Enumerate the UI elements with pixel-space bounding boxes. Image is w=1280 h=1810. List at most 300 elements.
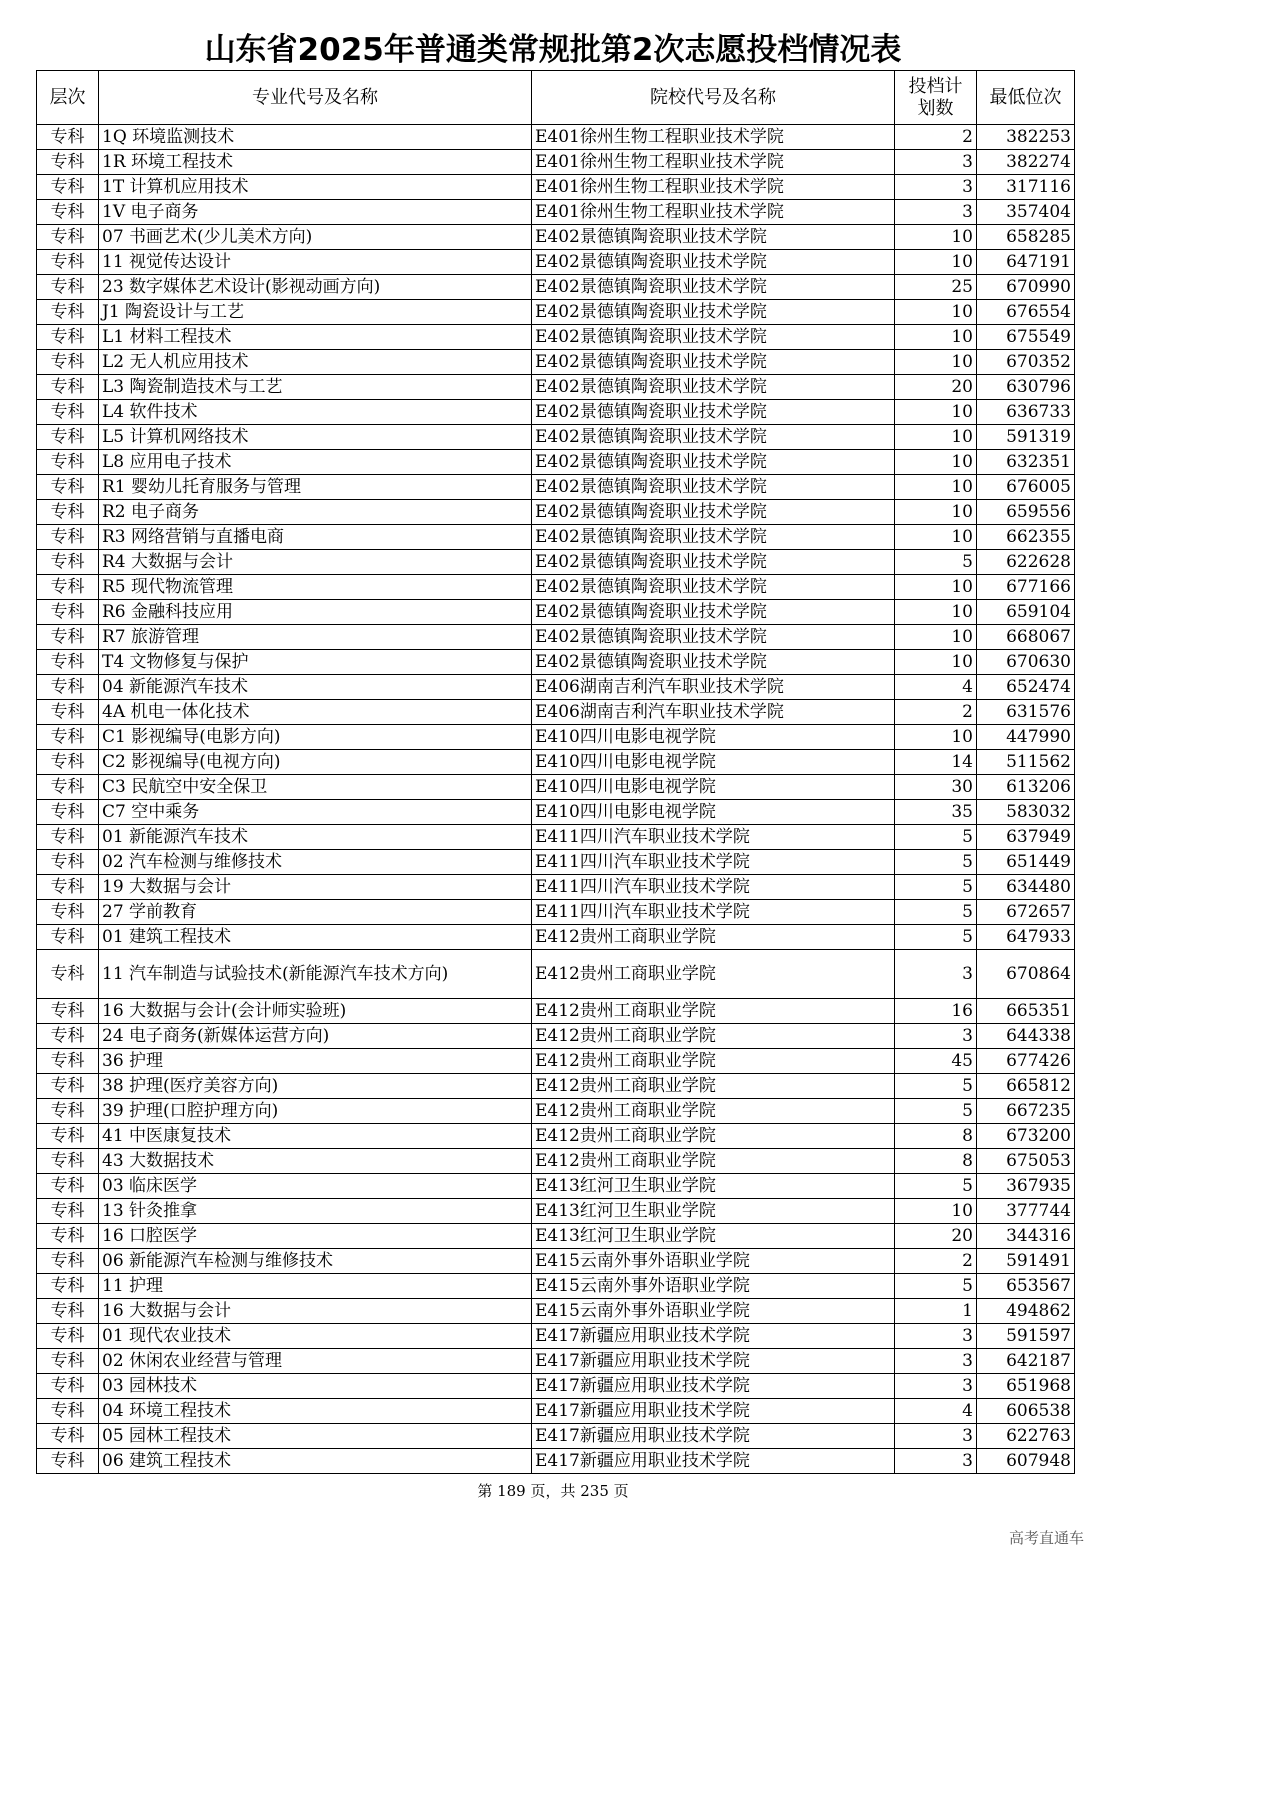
- cell-major: 41 中医康复技术: [99, 1124, 532, 1149]
- cell-level: 专科: [37, 1074, 99, 1099]
- table-row: [37, 1374, 1075, 1399]
- cell-school: E402景德镇陶瓷职业技术学院: [532, 500, 895, 525]
- cell-rank: 668067: [977, 625, 1075, 650]
- cell-major: 1V 电子商务: [99, 200, 532, 225]
- cell-plan: 1: [895, 1299, 977, 1324]
- cell-school: E412贵州工商职业学院: [532, 1074, 895, 1099]
- cell-rank: 344316: [977, 1224, 1075, 1249]
- cell-plan: 5: [895, 1174, 977, 1199]
- cell-rank: 607948: [977, 1449, 1075, 1474]
- cell-rank: 494862: [977, 1299, 1075, 1324]
- table-row: [37, 375, 1075, 400]
- cell-major: R6 金融科技应用: [99, 600, 532, 625]
- cell-school: E410四川电影电视学院: [532, 725, 895, 750]
- cell-major: 03 临床医学: [99, 1174, 532, 1199]
- table-row: [37, 650, 1075, 675]
- cell-plan: 2: [895, 125, 977, 150]
- cell-level: 专科: [37, 375, 99, 400]
- cell-major: R2 电子商务: [99, 500, 532, 525]
- cell-rank: 659104: [977, 600, 1075, 625]
- cell-rank: 382253: [977, 125, 1075, 150]
- cell-rank: 658285: [977, 225, 1075, 250]
- table-row: [37, 825, 1075, 850]
- cell-rank: 591597: [977, 1324, 1075, 1349]
- cell-rank: 630796: [977, 375, 1075, 400]
- cell-level: 专科: [37, 525, 99, 550]
- cell-rank: 675549: [977, 325, 1075, 350]
- table-row: [37, 1249, 1075, 1274]
- cell-rank: 659556: [977, 500, 1075, 525]
- cell-plan: 3: [895, 1024, 977, 1049]
- cell-level: 专科: [37, 550, 99, 575]
- table-row: [37, 800, 1075, 825]
- table-header-row: [37, 71, 1075, 125]
- cell-plan: 10: [895, 400, 977, 425]
- cell-school: E401徐州生物工程职业技术学院: [532, 200, 895, 225]
- table-row: [37, 775, 1075, 800]
- table-row: [37, 550, 1075, 575]
- cell-school: E406湖南吉利汽车职业技术学院: [532, 675, 895, 700]
- cell-rank: 591319: [977, 425, 1075, 450]
- cell-rank: 583032: [977, 800, 1075, 825]
- cell-plan: 25: [895, 275, 977, 300]
- cell-school: E413红河卫生职业学院: [532, 1199, 895, 1224]
- cell-major: C3 民航空中安全保卫: [99, 775, 532, 800]
- cell-level: 专科: [37, 500, 99, 525]
- cell-rank: 670864: [977, 950, 1075, 999]
- cell-school: E417新疆应用职业技术学院: [532, 1374, 895, 1399]
- cell-school: E402景德镇陶瓷职业技术学院: [532, 300, 895, 325]
- cell-major: L4 软件技术: [99, 400, 532, 425]
- cell-school: E413红河卫生职业学院: [532, 1224, 895, 1249]
- cell-rank: 631576: [977, 700, 1075, 725]
- cell-major: 16 大数据与会计: [99, 1299, 532, 1324]
- table-row: [37, 575, 1075, 600]
- cell-rank: 667235: [977, 1099, 1075, 1124]
- cell-level: 专科: [37, 450, 99, 475]
- cell-level: 专科: [37, 1274, 99, 1299]
- cell-plan: 5: [895, 925, 977, 950]
- cell-rank: 647933: [977, 925, 1075, 950]
- cell-major: 03 园林技术: [99, 1374, 532, 1399]
- cell-rank: 317116: [977, 175, 1075, 200]
- cell-rank: 447990: [977, 725, 1075, 750]
- cell-major: R3 网络营销与直播电商: [99, 525, 532, 550]
- table-row: [37, 900, 1075, 925]
- cell-rank: 622628: [977, 550, 1075, 575]
- cell-level: 专科: [37, 1224, 99, 1249]
- cell-plan: 10: [895, 725, 977, 750]
- cell-major: 11 视觉传达设计: [99, 250, 532, 275]
- cell-major: R7 旅游管理: [99, 625, 532, 650]
- cell-level: 专科: [37, 825, 99, 850]
- cell-school: E402景德镇陶瓷职业技术学院: [532, 325, 895, 350]
- cell-level: 专科: [37, 125, 99, 150]
- table-row: [37, 850, 1075, 875]
- cell-school: E402景德镇陶瓷职业技术学院: [532, 625, 895, 650]
- cell-school: E417新疆应用职业技术学院: [532, 1324, 895, 1349]
- cell-rank: 651968: [977, 1374, 1075, 1399]
- table-row: [37, 1124, 1075, 1149]
- page-title: 山东省2025年普通类常规批第2次志愿投档情况表: [204, 32, 902, 68]
- cell-school: E402景德镇陶瓷职业技术学院: [532, 350, 895, 375]
- cell-rank: 673200: [977, 1124, 1075, 1149]
- table-row: [37, 1099, 1075, 1124]
- cell-rank: 672657: [977, 900, 1075, 925]
- cell-rank: 670352: [977, 350, 1075, 375]
- cell-rank: 377744: [977, 1199, 1075, 1224]
- cell-plan: 10: [895, 1199, 977, 1224]
- cell-school: E402景德镇陶瓷职业技术学院: [532, 600, 895, 625]
- cell-level: 专科: [37, 1424, 99, 1449]
- cell-school: E411四川汽车职业技术学院: [532, 825, 895, 850]
- cell-rank: 591491: [977, 1249, 1075, 1274]
- cell-major: 02 休闲农业经营与管理: [99, 1349, 532, 1374]
- cell-rank: 652474: [977, 675, 1075, 700]
- cell-school: E412贵州工商职业学院: [532, 999, 895, 1024]
- cell-major: L2 无人机应用技术: [99, 350, 532, 375]
- cell-level: 专科: [37, 475, 99, 500]
- cell-rank: 677166: [977, 575, 1075, 600]
- table-row: [37, 150, 1075, 175]
- cell-major: 43 大数据技术: [99, 1149, 532, 1174]
- cell-level: 专科: [37, 275, 99, 300]
- table-row: [37, 1174, 1075, 1199]
- cell-plan: 3: [895, 1349, 977, 1374]
- cell-level: 专科: [37, 1249, 99, 1274]
- header-rank: 最低位次: [977, 71, 1075, 125]
- cell-school: E401徐州生物工程职业技术学院: [532, 150, 895, 175]
- cell-rank: 637949: [977, 825, 1075, 850]
- cell-major: 06 新能源汽车检测与维修技术: [99, 1249, 532, 1274]
- cell-rank: 357404: [977, 200, 1075, 225]
- cell-plan: 5: [895, 550, 977, 575]
- table-row: [37, 200, 1075, 225]
- cell-plan: 10: [895, 525, 977, 550]
- cell-level: 专科: [37, 850, 99, 875]
- cell-school: E412贵州工商职业学院: [532, 1149, 895, 1174]
- cell-school: E412贵州工商职业学院: [532, 925, 895, 950]
- cell-rank: 511562: [977, 750, 1075, 775]
- cell-plan: 10: [895, 350, 977, 375]
- cell-rank: 613206: [977, 775, 1075, 800]
- table-row: [37, 350, 1075, 375]
- cell-school: E406湖南吉利汽车职业技术学院: [532, 700, 895, 725]
- cell-level: 专科: [37, 625, 99, 650]
- cell-plan: 4: [895, 675, 977, 700]
- cell-major: L1 材料工程技术: [99, 325, 532, 350]
- cell-level: 专科: [37, 1349, 99, 1374]
- cell-level: 专科: [37, 1199, 99, 1224]
- table-row: [37, 1449, 1075, 1474]
- cell-major: 04 新能源汽车技术: [99, 675, 532, 700]
- cell-plan: 10: [895, 650, 977, 675]
- table-row: [37, 500, 1075, 525]
- cell-plan: 3: [895, 1324, 977, 1349]
- cell-plan: 10: [895, 450, 977, 475]
- cell-level: 专科: [37, 175, 99, 200]
- cell-major: 04 环境工程技术: [99, 1399, 532, 1424]
- cell-plan: 5: [895, 1099, 977, 1124]
- cell-school: E411四川汽车职业技术学院: [532, 900, 895, 925]
- table-row: [37, 1349, 1075, 1374]
- cell-level: 专科: [37, 325, 99, 350]
- cell-plan: 16: [895, 999, 977, 1024]
- cell-school: E402景德镇陶瓷职业技术学院: [532, 375, 895, 400]
- cell-major: 4A 机电一体化技术: [99, 700, 532, 725]
- table-row: [37, 950, 1075, 999]
- table-row: [37, 525, 1075, 550]
- cell-major: 1R 环境工程技术: [99, 150, 532, 175]
- cell-plan: 10: [895, 475, 977, 500]
- cell-major: 16 大数据与会计(会计师实验班): [99, 999, 532, 1024]
- table-row: [37, 1224, 1075, 1249]
- cell-rank: 647191: [977, 250, 1075, 275]
- cell-level: 专科: [37, 1099, 99, 1124]
- cell-level: 专科: [37, 999, 99, 1024]
- cell-level: 专科: [37, 775, 99, 800]
- cell-school: E411四川汽车职业技术学院: [532, 850, 895, 875]
- cell-plan: 4: [895, 1399, 977, 1424]
- cell-school: E401徐州生物工程职业技术学院: [532, 175, 895, 200]
- cell-major: 11 护理: [99, 1274, 532, 1299]
- cell-plan: 8: [895, 1149, 977, 1174]
- cell-level: 专科: [37, 350, 99, 375]
- cell-school: E412贵州工商职业学院: [532, 1024, 895, 1049]
- cell-rank: 670990: [977, 275, 1075, 300]
- header-plan: 投档计 划数: [895, 71, 977, 125]
- cell-plan: 5: [895, 900, 977, 925]
- cell-level: 专科: [37, 1049, 99, 1074]
- cell-level: 专科: [37, 1124, 99, 1149]
- cell-plan: 5: [895, 825, 977, 850]
- cell-major: C7 空中乘务: [99, 800, 532, 825]
- cell-rank: 622763: [977, 1424, 1075, 1449]
- cell-rank: 642187: [977, 1349, 1075, 1374]
- cell-plan: 8: [895, 1124, 977, 1149]
- cell-level: 专科: [37, 1374, 99, 1399]
- table-row: [37, 1049, 1075, 1074]
- table-row: [37, 875, 1075, 900]
- cell-level: 专科: [37, 425, 99, 450]
- cell-plan: 10: [895, 600, 977, 625]
- cell-level: 专科: [37, 575, 99, 600]
- cell-major: L8 应用电子技术: [99, 450, 532, 475]
- cell-rank: 665812: [977, 1074, 1075, 1099]
- watermark: 高考直通车: [1008, 1529, 1084, 1547]
- table-row: [37, 925, 1075, 950]
- cell-major: 1T 计算机应用技术: [99, 175, 532, 200]
- cell-plan: 45: [895, 1049, 977, 1074]
- cell-major: T4 文物修复与保护: [99, 650, 532, 675]
- cell-school: E402景德镇陶瓷职业技术学院: [532, 575, 895, 600]
- cell-school: E417新疆应用职业技术学院: [532, 1349, 895, 1374]
- table-row: [37, 125, 1075, 150]
- cell-level: 专科: [37, 1324, 99, 1349]
- table-row: [37, 1399, 1075, 1424]
- cell-level: 专科: [37, 650, 99, 675]
- cell-plan: 10: [895, 325, 977, 350]
- table-row: [37, 1299, 1075, 1324]
- cell-school: E402景德镇陶瓷职业技术学院: [532, 650, 895, 675]
- table-row: [37, 400, 1075, 425]
- cell-major: 23 数字媒体艺术设计(影视动画方向): [99, 275, 532, 300]
- cell-school: E415云南外事外语职业学院: [532, 1299, 895, 1324]
- admission-table: [36, 70, 1075, 1474]
- cell-rank: 367935: [977, 1174, 1075, 1199]
- cell-major: L3 陶瓷制造技术与工艺: [99, 375, 532, 400]
- table-row: [37, 625, 1075, 650]
- cell-major: 39 护理(口腔护理方向): [99, 1099, 532, 1124]
- table-row: [37, 275, 1075, 300]
- cell-level: 专科: [37, 950, 99, 999]
- cell-major: 06 建筑工程技术: [99, 1449, 532, 1474]
- table-row: [37, 1274, 1075, 1299]
- cell-level: 专科: [37, 750, 99, 775]
- cell-major: 11 汽车制造与试验技术(新能源汽车技术方向): [99, 950, 532, 999]
- cell-plan: 3: [895, 1449, 977, 1474]
- cell-major: 07 书画艺术(少儿美术方向): [99, 225, 532, 250]
- cell-rank: 676005: [977, 475, 1075, 500]
- cell-plan: 10: [895, 500, 977, 525]
- cell-school: E402景德镇陶瓷职业技术学院: [532, 275, 895, 300]
- cell-plan: 3: [895, 175, 977, 200]
- cell-level: 专科: [37, 925, 99, 950]
- table-row: [37, 1424, 1075, 1449]
- cell-plan: 5: [895, 850, 977, 875]
- header-major: 专业代号及名称: [99, 71, 532, 125]
- cell-plan: 5: [895, 1274, 977, 1299]
- cell-plan: 20: [895, 375, 977, 400]
- cell-rank: 677426: [977, 1049, 1075, 1074]
- cell-plan: 10: [895, 250, 977, 275]
- cell-level: 专科: [37, 150, 99, 175]
- table-row: [37, 450, 1075, 475]
- cell-school: E412贵州工商职业学院: [532, 1049, 895, 1074]
- cell-school: E415云南外事外语职业学院: [532, 1274, 895, 1299]
- cell-plan: 14: [895, 750, 977, 775]
- cell-level: 专科: [37, 900, 99, 925]
- cell-major: 01 新能源汽车技术: [99, 825, 532, 850]
- cell-major: 1Q 环境监测技术: [99, 125, 532, 150]
- cell-plan: 35: [895, 800, 977, 825]
- cell-school: E402景德镇陶瓷职业技术学院: [532, 475, 895, 500]
- table-row: [37, 250, 1075, 275]
- cell-major: 24 电子商务(新媒体运营方向): [99, 1024, 532, 1049]
- cell-level: 专科: [37, 1399, 99, 1424]
- table-row: [37, 999, 1075, 1024]
- cell-major: 02 汽车检测与维修技术: [99, 850, 532, 875]
- cell-level: 专科: [37, 1024, 99, 1049]
- cell-major: 27 学前教育: [99, 900, 532, 925]
- cell-major: R5 现代物流管理: [99, 575, 532, 600]
- cell-plan: 10: [895, 625, 977, 650]
- table-row: [37, 325, 1075, 350]
- cell-rank: 634480: [977, 875, 1075, 900]
- cell-level: 专科: [37, 300, 99, 325]
- cell-plan: 20: [895, 1224, 977, 1249]
- cell-major: R4 大数据与会计: [99, 550, 532, 575]
- cell-level: 专科: [37, 1174, 99, 1199]
- cell-rank: 670630: [977, 650, 1075, 675]
- cell-school: E402景德镇陶瓷职业技术学院: [532, 525, 895, 550]
- cell-school: E410四川电影电视学院: [532, 775, 895, 800]
- cell-major: 16 口腔医学: [99, 1224, 532, 1249]
- cell-plan: 10: [895, 425, 977, 450]
- cell-level: 专科: [37, 600, 99, 625]
- cell-plan: 5: [895, 875, 977, 900]
- cell-school: E412贵州工商职业学院: [532, 1124, 895, 1149]
- table-row: [37, 600, 1075, 625]
- cell-school: E412贵州工商职业学院: [532, 950, 895, 999]
- cell-school: E401徐州生物工程职业技术学院: [532, 125, 895, 150]
- cell-level: 专科: [37, 1149, 99, 1174]
- cell-level: 专科: [37, 800, 99, 825]
- cell-major: 38 护理(医疗美容方向): [99, 1074, 532, 1099]
- cell-plan: 3: [895, 1424, 977, 1449]
- cell-rank: 644338: [977, 1024, 1075, 1049]
- cell-school: E402景德镇陶瓷职业技术学院: [532, 425, 895, 450]
- cell-school: E402景德镇陶瓷职业技术学院: [532, 400, 895, 425]
- table-row: [37, 225, 1075, 250]
- cell-school: E402景德镇陶瓷职业技术学院: [532, 225, 895, 250]
- cell-rank: 665351: [977, 999, 1075, 1024]
- cell-rank: 651449: [977, 850, 1075, 875]
- cell-plan: 3: [895, 1374, 977, 1399]
- cell-major: 01 建筑工程技术: [99, 925, 532, 950]
- cell-plan: 3: [895, 950, 977, 999]
- cell-plan: 3: [895, 200, 977, 225]
- cell-school: E410四川电影电视学院: [532, 800, 895, 825]
- cell-school: E415云南外事外语职业学院: [532, 1249, 895, 1274]
- header-level: 层次: [37, 71, 99, 125]
- cell-major: 01 现代农业技术: [99, 1324, 532, 1349]
- cell-level: 专科: [37, 1449, 99, 1474]
- cell-rank: 662355: [977, 525, 1075, 550]
- cell-rank: 675053: [977, 1149, 1075, 1174]
- cell-level: 专科: [37, 1299, 99, 1324]
- table-row: [37, 675, 1075, 700]
- cell-school: E402景德镇陶瓷职业技术学院: [532, 250, 895, 275]
- cell-rank: 636733: [977, 400, 1075, 425]
- cell-plan: 3: [895, 150, 977, 175]
- cell-plan: 10: [895, 225, 977, 250]
- cell-school: E402景德镇陶瓷职业技术学院: [532, 450, 895, 475]
- cell-school: E417新疆应用职业技术学院: [532, 1424, 895, 1449]
- cell-major: 19 大数据与会计: [99, 875, 532, 900]
- cell-major: C2 影视编导(电视方向): [99, 750, 532, 775]
- cell-level: 专科: [37, 675, 99, 700]
- table-row: [37, 175, 1075, 200]
- cell-school: E417新疆应用职业技术学院: [532, 1449, 895, 1474]
- cell-level: 专科: [37, 725, 99, 750]
- cell-major: R1 婴幼儿托育服务与管理: [99, 475, 532, 500]
- cell-school: E410四川电影电视学院: [532, 750, 895, 775]
- cell-major: L5 计算机网络技术: [99, 425, 532, 450]
- header-school: 院校代号及名称: [532, 71, 895, 125]
- cell-school: E402景德镇陶瓷职业技术学院: [532, 550, 895, 575]
- cell-rank: 676554: [977, 300, 1075, 325]
- cell-plan: 5: [895, 1074, 977, 1099]
- cell-major: 36 护理: [99, 1049, 532, 1074]
- table-row: [37, 1324, 1075, 1349]
- table-row: [37, 1199, 1075, 1224]
- table-row: [37, 300, 1075, 325]
- cell-major: 13 针灸推拿: [99, 1199, 532, 1224]
- table-row: [37, 725, 1075, 750]
- cell-school: E413红河卫生职业学院: [532, 1174, 895, 1199]
- cell-school: E411四川汽车职业技术学院: [532, 875, 895, 900]
